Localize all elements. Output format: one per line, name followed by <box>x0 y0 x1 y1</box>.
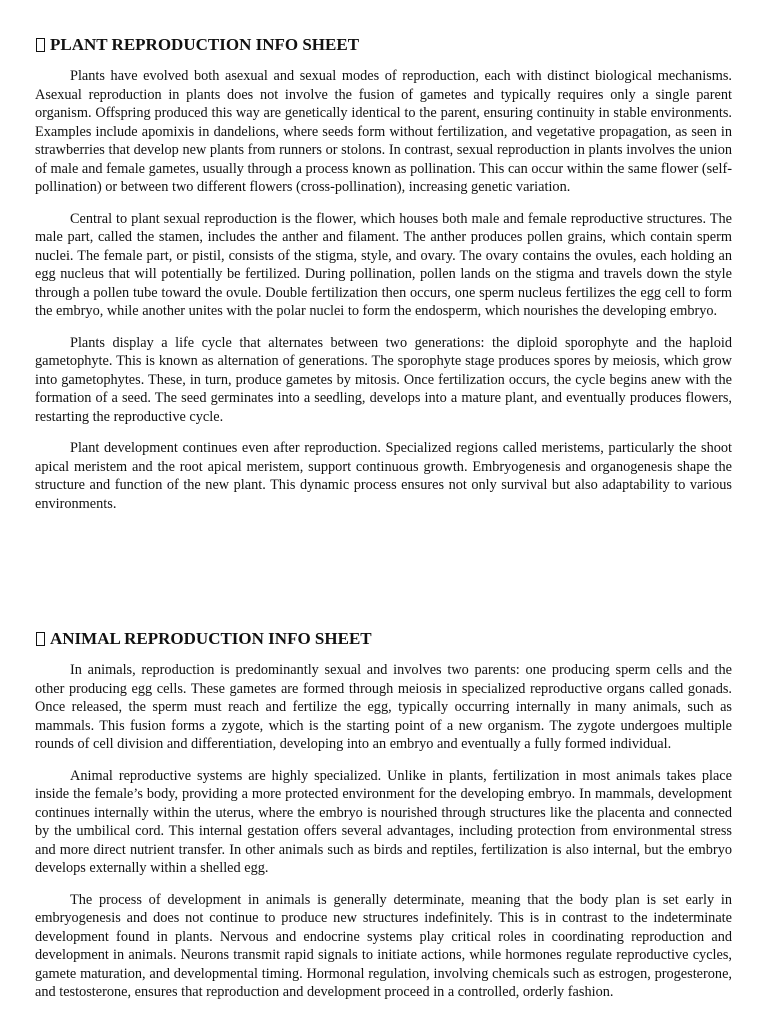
plant-paragraph-1: Plants have evolved both asexual and sexual modes of reproduction, each with distinct biological mechanisms. Asexual reproduction in plants does not involve the fusion of gametes and typically requires only a single parent organism. Offspring produced this way are genetically identical to the parent, ensuring continuity in stable environments. Examples include apomixis in dandelions, where seeds form without fertilization, and vegetative propagation, as seen in strawberries that develop new plants from runners or stolons. In contrast, sexual reproduction in plants involves the union of male and female gametes, usually through a process known as pollination. This can occur within the same flower (self-pollination) or between two different flowers (cross-pollination), increasing genetic variation. <box>35 68 732 195</box>
missing-glyph-icon <box>36 38 45 52</box>
plant-paragraph-2: Central to plant sexual reproduction is the flower, which houses both male and female reproductive structures. The male part, called the stamen, includes the anther and filament. The anther produces pollen grains, which contain sperm nuclei. The female part, or pistil, consists of the stigma, style, and ovary. The ovary contains the ovules, each holding an egg nucleus that will potentially be fertilized. During pollination, pollen lands on the stigma and travels down the style through a pollen tube toward the ovule. Double fertilization then occurs, one sperm nucleus fertilizes the egg cell to form the embryo, while another unites with the polar nuclei to form the endosperm, which nourishes the developing embryo. <box>35 210 732 319</box>
animal-paragraph-1: In animals, reproduction is predominantly sexual and involves two parents: one producing sperm cells and the other producing egg cells. These gametes are formed through meiosis in specialized reproductive organs called gonads. Once released, the sperm must reach and fertilize the egg, typically occurring internally in many animals, such as mammals. This fusion forms a zygote, which is the starting point of a new organism. The zygote undergoes multiple rounds of cell division and differentiation, developing into an embryo and eventually a fully formed individual. <box>35 662 732 752</box>
animal-paragraph-2: Animal reproductive systems are highly specialized. Unlike in plants, fertilization in most animals takes place inside the female’s body, providing a more protected environment for the developing embryo. In mammals, development continues internally within the uterus, where the embryo is nourished through structures like the placenta and connected by the umbilical cord. This internal gestation offers several advantages, including protection from environmental stress and more direct nutrient transfer. In other animals such as birds and reptiles, fertilization is also internal, but the embryo develops externally within a shelled egg. <box>35 767 732 876</box>
animal-section-title <box>35 628 732 650</box>
plant-paragraph-3: Plants display a life cycle that alternates between two generations: the diploid sporophyte and the haploid gametophyte. This is known as alternation of generations. The sporophyte stage produces spores by meiosis, which grow into gametophytes. These, in turn, produce gametes by mitosis. Once fertilization occurs, the cycle begins anew with the formation of a seed. The seed germinates into a seedling, develops into a mature plant, and eventually produces flowers, restarting the reproductive cycle. <box>35 334 732 425</box>
plant-title-text: PLANT REPRODUCTION INFO SHEET <box>50 35 360 54</box>
plant-section-title <box>35 34 732 56</box>
animal-title-text: ANIMAL REPRODUCTION INFO SHEET <box>50 629 372 648</box>
plant-paragraph-4: Plant development continues even after reproduction. Specialized regions called meristems, particularly the shoot apical meristem and the root apical meristem, support continuous growth. Embryogenesis and organogenesis shape the structure and function of the new plant. This dynamic process ensures not only survival but also adaptability to various environments. <box>35 440 732 512</box>
missing-glyph-icon <box>36 632 45 646</box>
plant-reproduction-section <box>35 34 732 513</box>
animal-paragraph-3: The process of development in animals is generally determinate, meaning that the body plan is set early in embryogenesis and does not continue to produce new structures indefinitely. This is in contrast to the indeterminate development found in plants. Nervous and endocrine systems play critical roles in coordinating reproduction and development in animals. Neurons transmit rapid signals to initiate actions, while hormones regulate reproductive cycles, gamete maturation, and developmental timing. Hormonal regulation, involving chemicals such as estrogen, progesterone, and testosterone, ensures that reproduction and development proceed in a controlled, orderly fashion. <box>35 891 732 1000</box>
animal-reproduction-section <box>35 628 732 1002</box>
